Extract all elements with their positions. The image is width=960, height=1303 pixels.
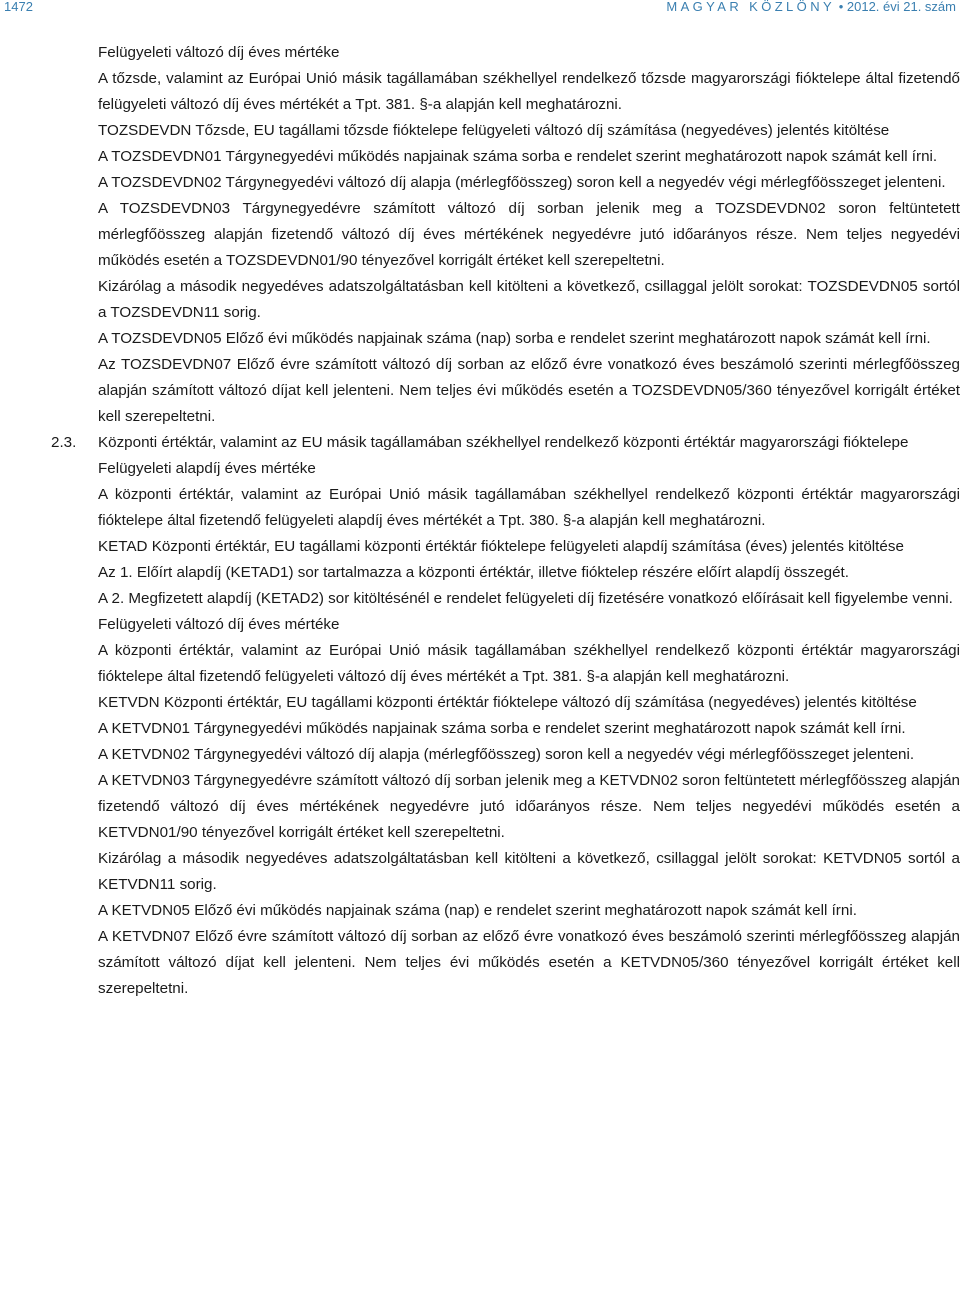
paragraph: A KETVDN03 Tárgynegyedévre számított változó díj sorban jelenik meg a KETVDN02 soron feltüntetett mérlegfőösszeg alapján fizetendő változó díj éves mértékének negyedévre jutó időarányos része. Nem teljes negyedévi működés esetén a KETVDN01/90 tényezővel korrigált értéket kell szerepeltetni.: [98, 772, 960, 841]
paragraph: A 2. Megfizetett alapdíj (KETAD2) sor kitöltésénél e rendelet felügyeleti díj fizetésére vonatkozó előírásait kell figyelembe venni.: [98, 590, 953, 607]
paragraph: A KETVDN07 Előző évre számított változó díj sorban az előző évre vonatkozó éves beszámoló szerinti mérlegfőösszeg alapján számított változó díjat kell jelenteni. Nem teljes évi működés esetén a KETVDN05/360 tényezővel korrigált értéket kell szerepeltetni.: [98, 928, 960, 997]
bullet-separator: •: [838, 0, 844, 14]
subheading-variable-fee: Felügyeleti változó díj éves mértéke: [98, 44, 340, 61]
report-title-ketad: KETAD Központi értéktár, EU tagállami központi értéktár fióktelepe felügyeleti alapdíj számítása (éves) jelentés kitöltése: [98, 538, 904, 555]
paragraph: A KETVDN02 Tárgynegyedévi változó díj alapja (mérlegfőösszeg) soron kell a negyedév végi mérlegfőösszeget jelenteni.: [98, 746, 915, 763]
subheading-variable-fee: Felügyeleti változó díj éves mértéke: [98, 616, 340, 633]
paragraph: Kizárólag a második negyedéves adatszolgáltatásban kell kitölteni a következő, csillaggal jelölt sorokat: KETVDN05 sortól a KETVDN11 sorig.: [98, 850, 960, 893]
paragraph: A tőzsde, valamint az Európai Unió másik tagállamában székhellyel rendelkező tőzsde magyarországi fióktelepe által fizetendő felügyeleti változó díj éves mértékét a Tpt. 381. §-a alapján kell meghatározni.: [98, 70, 960, 113]
paragraph: A központi értéktár, valamint az Európai Unió másik tagállamában székhellyel rendelkező központi értéktár magyarországi fióktelepe által fizetendő felügyeleti változó díj éves mértékét a Tpt. 381. §-a alapján kell meghatározni.: [98, 642, 960, 685]
report-title-ketvdn: KETVDN Központi értéktár, EU tagállami központi értéktár fióktelepe változó díj számítása (negyedéves) jelentés kitöltése: [98, 694, 917, 711]
paragraph: A központi értéktár, valamint az Európai Unió másik tagállamában székhellyel rendelkező központi értéktár magyarországi fióktelepe által fizetendő felügyeleti alapdíj éves mértékét a Tpt. 380. §-a alapján kell meghatározni.: [98, 486, 960, 529]
paragraph: A TOZSDEVDN02 Tárgynegyedévi változó díj alapja (mérlegfőösszeg) soron kell a negyedév végi mérlegfőösszeget jelenteni.: [98, 174, 946, 191]
paragraph: A KETVDN05 Előző évi működés napjainak száma (nap) e rendelet szerint meghatározott napok számát kell írni.: [98, 902, 857, 919]
running-head: [0, 0, 960, 14]
paragraph: A KETVDN01 Tárgynegyedévi működés napjainak száma sorba e rendelet szerint meghatározott napok számát kell írni.: [98, 720, 906, 737]
paragraph: Az TOZSDEVDN07 Előző évre számított változó díj sorban az előző évre vonatkozó éves beszámoló szerinti mérlegfőösszeg alapján számított változó díjat kell jelenteni. Nem teljes évi működés esetén a TOZSDEVDN05/360 tényezővel korrigált értéket kell szerepeltetni.: [98, 356, 960, 425]
section-2-3: [51, 430, 960, 456]
journal-title: MAGYAR KÖZLÖNY: [666, 0, 836, 14]
paragraph: A TOZSDEVDN03 Tárgynegyedévre számított változó díj sorban jelenik meg a TOZSDEVDN02 soron feltüntetett mérlegfőösszeg alapján fizetendő változó díj éves mértékének negyedévre jutó időarányos része. Nem teljes negyedévi működés esetén a TOZSDEVDN01/90 tényezővel korrigált értéket kell szerepeltetni.: [98, 200, 960, 269]
section-title: Központi értéktár, valamint az EU másik tagállamában székhellyel rendelkező központi értéktár magyarországi fióktelepe: [98, 434, 909, 451]
document-body: [51, 40, 960, 1002]
issue-label: 2012. évi 21. szám: [846, 0, 956, 14]
subheading-base-fee: Felügyeleti alapdíj éves mértéke: [98, 460, 316, 477]
paragraph: Az 1. Előírt alapdíj (KETAD1) sor tartalmazza a központi értéktár, illetve fióktelep részére előírt alapdíj összegét.: [98, 564, 849, 581]
section-number: 2.3.: [51, 434, 77, 451]
page-number: 1472: [4, 0, 33, 14]
report-title-tozsdevdn: TOZSDEVDN Tőzsde, EU tagállami tőzsde fióktelepe felügyeleti változó díj számítása (negyedéves) jelentés kitöltése: [98, 122, 890, 139]
paragraph: A TOZSDEVDN05 Előző évi működés napjainak száma (nap) sorba e rendelet szerint meghatározott napok számát kell írni.: [98, 330, 931, 347]
journal-info: [666, 0, 956, 14]
paragraph: Kizárólag a második negyedéves adatszolgáltatásban kell kitölteni a következő, csillaggal jelölt sorokat: TOZSDEVDN05 sortól a TOZSDEVDN11 sorig.: [98, 278, 960, 321]
paragraph: A TOZSDEVDN01 Tárgynegyedévi működés napjainak száma sorba e rendelet szerint meghatározott napok számát kell írni.: [98, 148, 938, 165]
